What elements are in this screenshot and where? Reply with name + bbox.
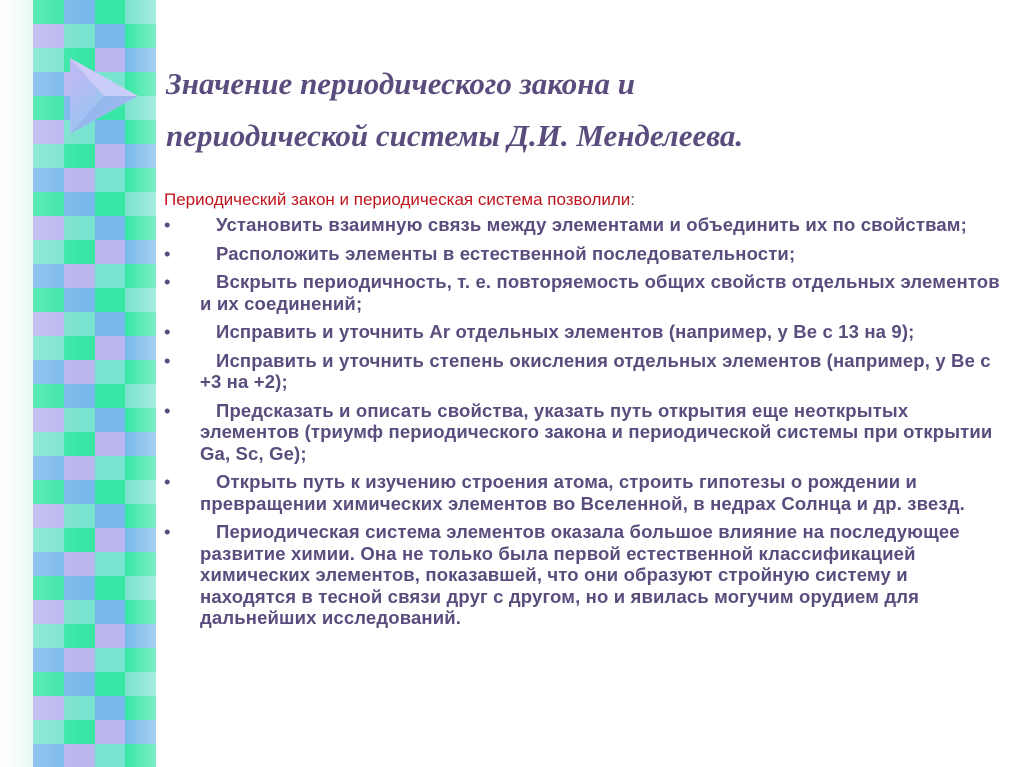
intro-label: Периодический закон и периодическая система позволили — [164, 190, 631, 209]
list-item — [162, 350, 1002, 393]
list-item — [162, 214, 1002, 236]
bullet-icon: • — [164, 271, 171, 292]
bullet-icon: • — [164, 321, 171, 342]
list-item-text — [200, 321, 1002, 343]
list-item — [162, 521, 1002, 629]
list-item-text — [200, 243, 1002, 265]
triangle-icon — [64, 56, 144, 136]
bullet-icon: • — [164, 471, 171, 492]
slide-title-line-1: Значение периодического закона и — [166, 66, 635, 101]
list-item-text — [200, 400, 1002, 465]
bullet-icon: • — [164, 349, 171, 371]
list-item-label: Исправить и уточнить Ar отдельных элементов (например, у Be с 13 на 9); — [216, 321, 915, 342]
list-item — [162, 471, 1002, 514]
slide-left-edge — [0, 0, 33, 767]
list-item-text — [200, 471, 1002, 514]
list-item-text — [200, 521, 1002, 629]
list-item — [162, 400, 1002, 465]
list-item-label: Установить взаимную связь между элементами и объединить их по свойствам; — [216, 214, 967, 235]
bullet-icon: • — [164, 399, 171, 421]
list-item-text — [200, 271, 1002, 314]
slide-title-line-2: периодической системы Д.И. Менделеева. — [166, 118, 744, 153]
list-item-label: Вскрыть периодичность, т. е. повторяемость общих свойств отдельных элементов и их соединений; — [200, 271, 1000, 314]
list-item — [162, 243, 1002, 265]
list-item-label: Открыть путь к изучению строения атома, строить гипотезы о рождении и превращении химических элементов во Вселенной, в недрах Солнца и др. звезд. — [200, 471, 965, 514]
bullet-icon: • — [164, 242, 171, 264]
list-item — [162, 271, 1002, 314]
list-item-label: Предсказать и описать свойства, указать путь открытия еще неоткрытых элементов (триумф периодического закона и периодической системы при открытии Ga, Sc, Ge); — [200, 399, 993, 464]
list-item-text — [200, 214, 1002, 236]
bullet-icon: • — [164, 521, 171, 542]
intro-text — [164, 188, 1002, 212]
list-item-text — [200, 350, 1002, 393]
list-item-label: Исправить и уточнить степень окисления отдельных элементов (например, у Be с +3 на +2); — [200, 349, 991, 392]
list-item-label: Расположить элементы в естественной последовательности; — [216, 242, 796, 264]
list-item-label: Периодическая система элементов оказала большое влияние на последующее развитие химии. Она не только была первой естественной классификацией химических элементов, показавшей, что они образуют стройную систему и находятся в тесной связи друг с другом, но и явилась могучим орудием для дальнейших исследований. — [200, 521, 960, 628]
intro-colon: : — [630, 190, 636, 209]
bullet-icon: • — [164, 214, 171, 235]
slide-content — [162, 188, 1002, 636]
bullet-list — [162, 214, 1002, 629]
list-item — [162, 321, 1002, 343]
slide-title — [166, 58, 986, 162]
